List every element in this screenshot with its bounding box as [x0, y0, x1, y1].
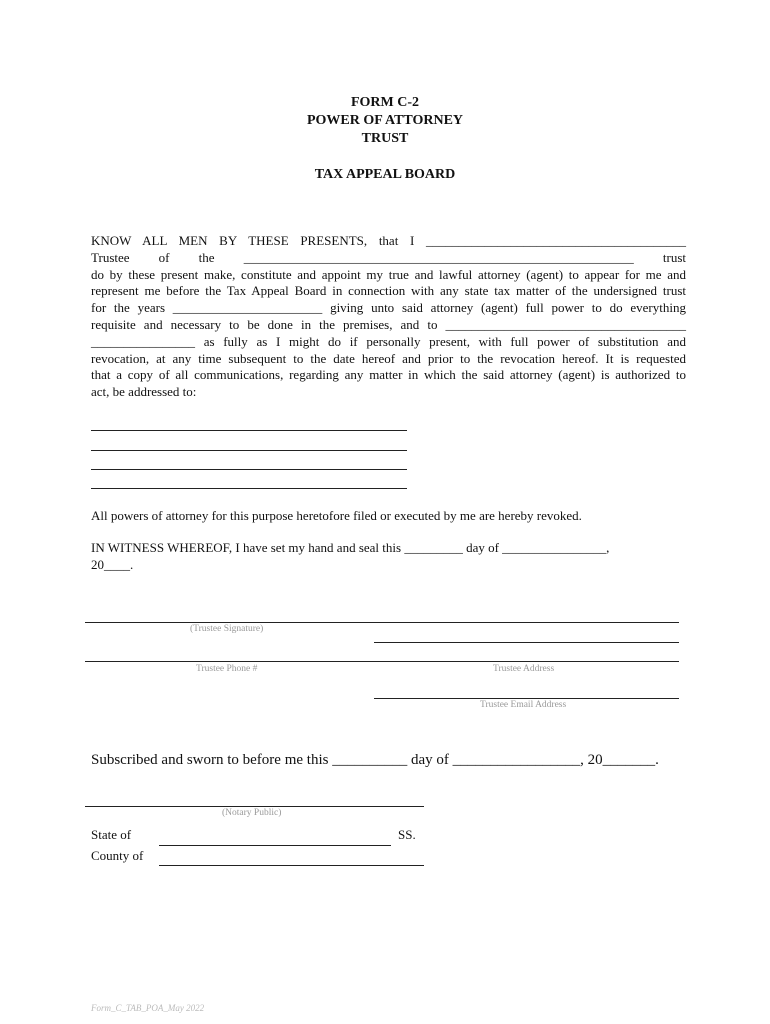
- county-label: County of: [91, 848, 144, 863]
- trustee-phone-address-line[interactable]: [85, 661, 679, 662]
- form-id: FORM C-2: [350, 95, 420, 110]
- paragraph-line: do by these present make, constitute and appoint my true and lawful attorney (agent) to appear for me and: [91, 266, 686, 282]
- sworn-statement: Subscribed and sworn to before me this __________ day of _________________, 20_______.: [91, 752, 659, 768]
- document-title: POWER OF ATTORNEY: [306, 113, 464, 128]
- document-subtitle: TRUST: [361, 131, 409, 146]
- notary-public-caption: (Notary Public): [222, 808, 282, 818]
- paragraph-line: for the years _______________________ giving unto said attorney (agent) full power to do everything: [91, 300, 686, 316]
- paragraph-line: represent me before the Tax Appeal Board in connection with any state tax matter of the undersigned trust: [91, 283, 686, 299]
- address-line-2[interactable]: [91, 450, 407, 451]
- trustee-email-caption: Trustee Email Address: [480, 700, 567, 710]
- paragraph-line: requisite and necessary to be done in the premises, and to _____________________________________: [91, 316, 686, 332]
- county-field-line[interactable]: [159, 865, 424, 866]
- power-of-attorney-paragraph: [91, 233, 686, 401]
- paragraph-line: Trustee of the ____________________________________________________________ trust: [91, 249, 686, 265]
- address-line-4[interactable]: [91, 488, 407, 489]
- ss-label: SS.: [398, 827, 416, 842]
- revocation-statement: All powers of attorney for this purpose heretofore filed or executed by me are hereby revoked.: [91, 508, 582, 523]
- state-field-line[interactable]: [159, 845, 391, 846]
- paragraph-line: revocation, at any time subsequent to the date hereof and prior to the revocation hereof. It is requested: [91, 350, 686, 366]
- notary-signature-line[interactable]: [85, 806, 424, 807]
- paragraph-line: ________________ as fully as I might do if personally present, with full power of substitution and: [91, 333, 686, 349]
- state-label: State of: [91, 827, 132, 842]
- witness-year: 20____.: [91, 557, 134, 572]
- trustee-email-line[interactable]: [374, 698, 679, 699]
- trustee-signature-line[interactable]: [85, 622, 679, 623]
- trustee-phone-caption: Trustee Phone #: [196, 664, 258, 674]
- paragraph-line: that a copy of all communications, regarding any matter in which the said attorney (agent) is authorized to: [91, 367, 686, 383]
- form-code-footer: Form_C_TAB_POA_May 2022: [91, 1003, 205, 1013]
- address-line-3[interactable]: [91, 469, 407, 470]
- witness-statement: IN WITNESS WHEREOF, I have set my hand and seal this _________ day of ________________,: [91, 540, 610, 555]
- board-name: TAX APPEAL BOARD: [314, 167, 456, 182]
- trustee-address-caption: Trustee Address: [493, 664, 555, 674]
- paragraph-line: KNOW ALL MEN BY THESE PRESENTS, that I ________________________________________: [91, 233, 686, 248]
- paragraph-line: act, be addressed to:: [91, 384, 197, 400]
- trustee-extra-line[interactable]: [374, 642, 679, 643]
- address-line-1[interactable]: [91, 430, 407, 431]
- trustee-signature-caption: (Trustee Signature): [190, 624, 264, 634]
